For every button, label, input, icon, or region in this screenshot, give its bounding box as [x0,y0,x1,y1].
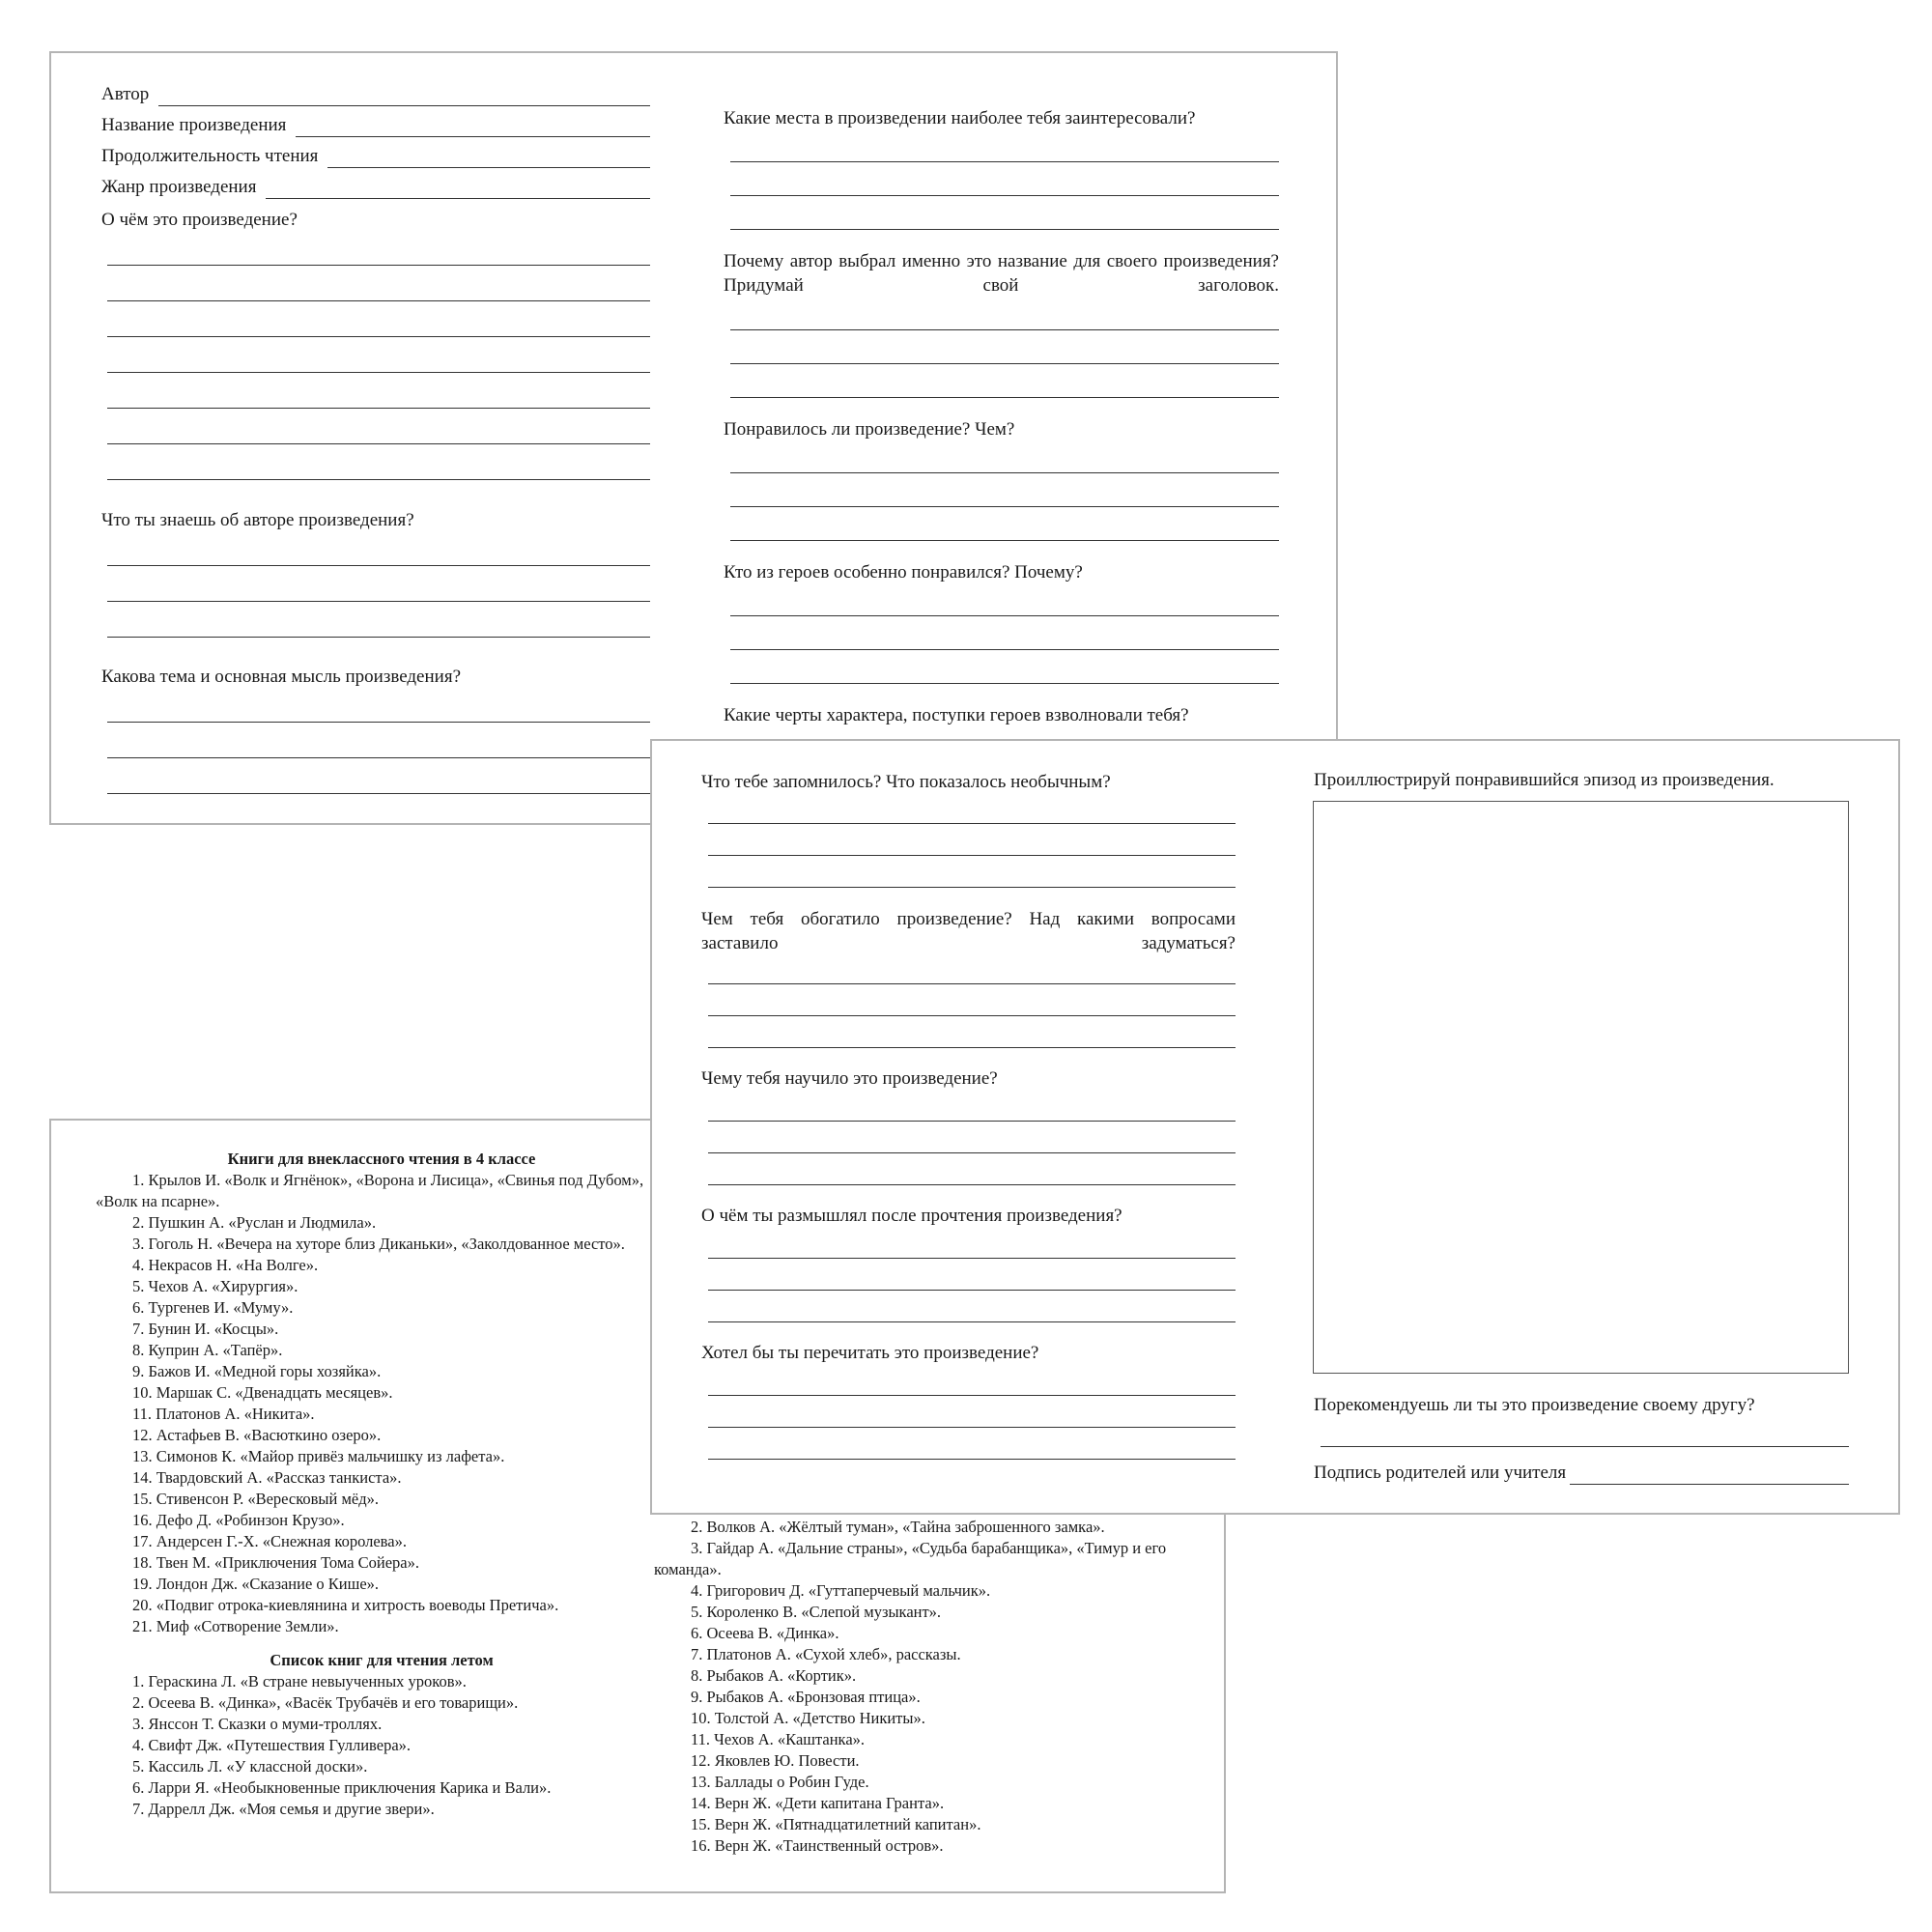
list-item: 3. Гоголь Н. «Вечера на хуторе близ Диканьки», «Заколдованное место». [132,1235,625,1253]
question-learned: Чему тебя научило это произведение? [701,1068,998,1089]
answer-line[interactable] [730,229,1279,230]
answer-line[interactable] [107,408,650,409]
list-item: 18. Твен М. «Приключения Тома Сойера». [132,1553,419,1572]
answer-line[interactable] [107,265,650,266]
list-item: 11. Платонов А. «Никита». [132,1405,315,1423]
answer-line[interactable] [708,1152,1236,1153]
list-item: 1. Крылов И. «Волк и Ягнёнок», «Ворона и Лисица», «Свинья под Дубом», «Волк на псарне». [96,1171,644,1210]
list-item: 21. Миф «Сотворение Земли». [132,1617,339,1635]
answer-line[interactable] [107,637,650,638]
question-enriched: Чем тебя обогатило произведение? Над какими вопросами заставило задуматься? [701,909,1236,953]
list-item: 12. Астафьев В. «Васюткино озеро». [132,1426,382,1444]
list-item: 2. Осеева В. «Динка», «Васёк Трубачёв и его товарищи». [132,1693,519,1712]
answer-line[interactable] [708,1459,1236,1460]
list-item: 16. Дефо Д. «Робинзон Крузо». [132,1511,345,1529]
list-item: 4. Некрасов Н. «На Волге». [132,1256,319,1274]
answer-line[interactable] [730,195,1279,196]
answer-line[interactable] [107,443,650,444]
question-heroes: Кто из героев особенно понравился? Почему? [724,562,1083,582]
answer-line[interactable] [730,540,1279,541]
list-item: 3. Янссон Т. Сказки о муми-троллях. [132,1715,383,1733]
answer-line[interactable] [708,887,1236,888]
list-item: 6. Ларри Я. «Необыкновенные приключения Карика и Вали». [132,1778,552,1797]
list-item: 17. Андерсен Г.-Х. «Снежная королева». [132,1532,407,1550]
list-item: 2. Волков А. «Жёлтый туман», «Тайна заброшенного замка». [691,1518,1105,1536]
signature-field[interactable] [1314,1462,1849,1485]
answer-line[interactable] [107,601,650,602]
list-item: 8. Куприн А. «Тапёр». [132,1341,283,1359]
book-list-left-column [96,1149,668,1820]
duration-field[interactable] [101,145,650,168]
question-reread: Хотел бы ты перечитать это произведение? [701,1343,1039,1363]
reading-diary-page-2 [650,739,1900,1515]
answer-line[interactable] [107,722,650,723]
answer-line[interactable] [730,329,1279,330]
signature-label: Подпись родителей или учителя [1314,1463,1567,1483]
list-item: 5. Короленко В. «Слепой музыкант». [691,1603,942,1621]
answer-line[interactable] [708,823,1236,824]
list-item: 4. Свифт Дж. «Путешествия Гулливера». [132,1736,412,1754]
answer-line[interactable] [708,1427,1236,1428]
answer-line[interactable] [708,1395,1236,1396]
genre-label: Жанр произведения [101,177,257,197]
list-item: 14. Верн Ж. «Дети капитана Гранта». [691,1794,945,1812]
author-line [158,86,650,106]
list-item: 1. Гераскина Л. «В стране невыученных уроков». [132,1672,467,1690]
title-line [296,117,650,137]
answer-line[interactable] [107,372,650,373]
list-item: 7. Даррелл Дж. «Моя семья и другие звери». [132,1800,435,1818]
answer-line[interactable] [708,1290,1236,1291]
recommend-question: Порекомендуешь ли ты это произведение своему другу? [1314,1395,1755,1415]
list-item: 7. Платонов А. «Сухой хлеб», рассказы. [691,1645,961,1663]
author-field[interactable] [101,83,650,106]
list-item: 2. Пушкин А. «Руслан и Людмила». [132,1213,377,1232]
list-item: 4. Григорович Д. «Гуттаперчевый мальчик». [691,1581,991,1600]
list-item: 9. Бажов И. «Медной горы хозяйка». [132,1362,382,1380]
list-item: 15. Верн Ж. «Пятнадцатилетний капитан». [691,1815,981,1833]
answer-line[interactable] [708,1047,1236,1048]
answer-line[interactable] [107,479,650,480]
question-about: О чём это произведение? [101,210,298,230]
list-item: 7. Бунин И. «Косцы». [132,1320,279,1338]
list-item: 16. Верн Ж. «Таинственный остров». [691,1836,944,1855]
illustrate-prompt: Проиллюстрируй понравившийся эпизод из произведения. [1314,770,1775,790]
list-item: 5. Чехов А. «Хирургия». [132,1277,298,1295]
answer-line[interactable] [708,855,1236,856]
question-reflection: О чём ты размышлял после прочтения произведения? [701,1206,1122,1226]
answer-line[interactable] [708,1321,1236,1322]
list-gap [96,1637,668,1650]
list-item: 14. Твардовский А. «Рассказ танкиста». [132,1468,402,1487]
list-item: 6. Осеева В. «Динка». [691,1624,839,1642]
list-item: 20. «Подвиг отрока-киевлянина и хитрость воеводы Претича». [132,1596,559,1614]
illustration-box[interactable] [1313,801,1849,1374]
list-item: 10. Маршак С. «Двенадцать месяцев». [132,1383,393,1402]
answer-line[interactable] [107,336,650,337]
list-item: 15. Стивенсон Р. «Вересковый мёд». [132,1490,380,1508]
list-item: 13. Симонов К. «Майор привёз мальчишку из лафета». [132,1447,505,1465]
answer-line[interactable] [730,683,1279,684]
answer-line[interactable] [107,757,650,758]
question-traits: Какие черты характера, поступки героев взволновали тебя? [724,705,1189,725]
answer-line[interactable] [708,1015,1236,1016]
signature-line [1570,1464,1849,1485]
list-item: 9. Рыбаков А. «Бронзовая птица». [691,1688,921,1706]
answer-line[interactable] [730,506,1279,507]
question-places: Какие места в произведении наиболее тебя заинтересовали? [724,108,1196,128]
answer-line[interactable] [107,793,650,794]
answer-line[interactable] [730,615,1279,616]
list-item: 13. Баллады о Робин Гуде. [691,1773,869,1791]
duration-label: Продолжительность чтения [101,146,319,166]
list-item: 11. Чехов А. «Каштанка». [691,1730,866,1748]
answer-line[interactable] [730,363,1279,364]
list-item: 5. Кассиль Л. «У классной доски». [132,1757,368,1776]
list-item: 6. Тургенев И. «Муму». [132,1298,294,1317]
list-item: 19. Лондон Дж. «Сказание о Кише». [132,1575,380,1593]
list-item: 8. Рыбаков А. «Кортик». [691,1666,857,1685]
answer-line[interactable] [708,983,1236,984]
question-theme: Какова тема и основная мысль произведения? [101,667,462,687]
answer-line[interactable] [708,1121,1236,1122]
answer-line[interactable] [730,649,1279,650]
list-item: 10. Толстой А. «Детство Никиты». [691,1709,925,1727]
list2-title: Список книг для чтения летом [270,1651,494,1669]
list-item: 12. Яковлев Ю. Повести. [691,1751,860,1770]
answer-line[interactable] [708,1258,1236,1259]
answer-line[interactable] [708,1184,1236,1185]
duration-line [327,148,650,168]
question-memorable: Что тебе запомнилось? Что показалось необычным? [701,772,1111,792]
list-item: 3. Гайдар А. «Дальние страны», «Судьба барабанщика», «Тимур и его команда». [654,1539,1167,1578]
question-title-choice: Почему автор выбрал именно это название для своего произведения? Придумай свой заголовок. [724,251,1279,296]
answer-line[interactable] [730,472,1279,473]
reading-diary-page-1 [49,51,1338,825]
answer-line[interactable] [107,300,650,301]
question-author: Что ты знаешь об авторе произведения? [101,510,414,530]
list1-title: Книги для внеклассного чтения в 4 классе [227,1150,536,1168]
title-field[interactable] [101,114,650,137]
author-label: Автор [101,84,150,104]
answer-line[interactable] [730,161,1279,162]
genre-line [266,179,650,199]
book-list-right-column [654,1517,1195,1857]
title-label: Название произведения [101,115,287,135]
answer-line[interactable] [1321,1446,1849,1447]
question-liked: Понравилось ли произведение? Чем? [724,419,1015,440]
answer-line[interactable] [730,397,1279,398]
answer-line[interactable] [107,565,650,566]
genre-field[interactable] [101,176,650,199]
